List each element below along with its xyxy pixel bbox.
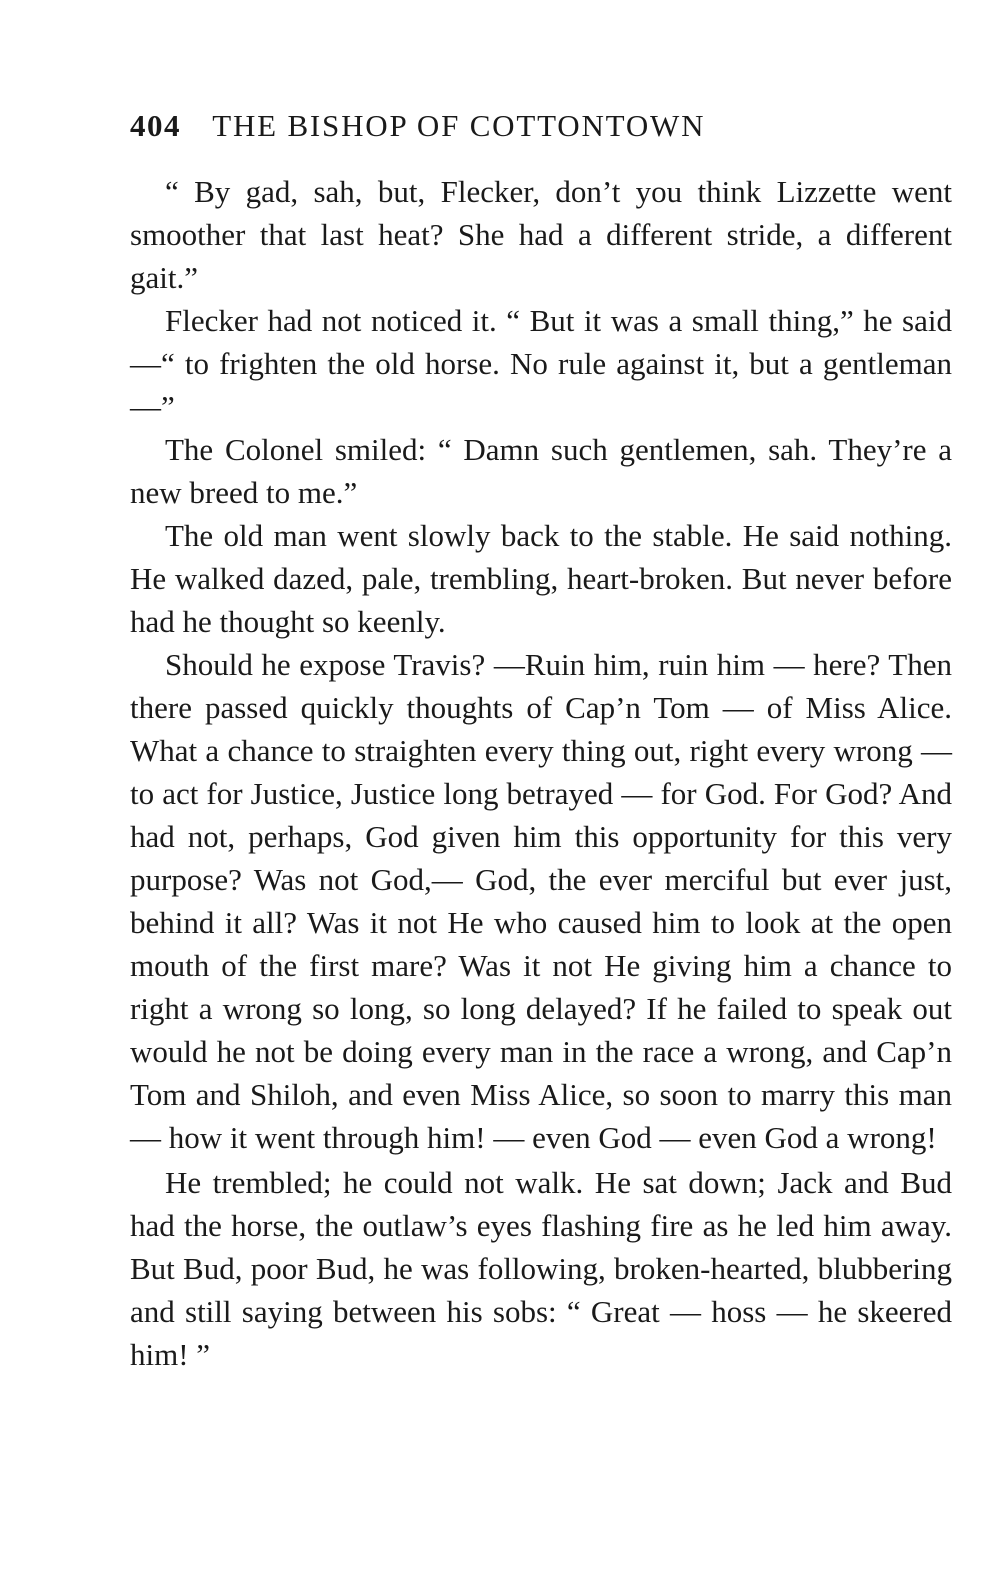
book-title: THE BISHOP OF COTTONTOWN: [212, 108, 706, 143]
paragraph: Flecker had not noticed it. “ But it was a small thing,” he said —“ to frighten the old horse. No rule against it, but a gentleman —”: [130, 303, 952, 424]
paragraph: The old man went slowly back to the stable. He said nothing. He walked dazed, pale, trembling, heart-broken. But never before had he thought so keenly.: [130, 518, 952, 639]
paragraph: The Colonel smiled: “ Damn such gentlemen, sah. They’re a new breed to me.”: [130, 432, 952, 510]
paragraph: Should he expose Travis? —Ruin him, ruin him — here? Then there passed quickly thoughts of Cap’n Tom — of Miss Alice. What a chance to straighten every thing out, right every wrong — to act for Justice, Justice long betrayed — for God. For God? And had not, perhaps, God given him this opportunity for this very purpose? Was not God,— God, the ever merciful but ever just, behind it all? Was it not He who caused him to look at the open mouth of the first mare? Was it not He giving him a chance to right a wrong so long, so long delayed? If he failed to speak out would he not be doing every man in the race a wrong, and Cap’n Tom and Shiloh, and even Miss Alice, so soon to marry this man — how it went through him! — even God — even God a wrong!: [130, 647, 952, 1155]
paragraph: He trembled; he could not walk. He sat down; Jack and Bud had the horse, the outlaw’s eyes flashing fire as he led him away. But Bud, poor Bud, he was following, broken-hearted, blubbering and still saying between his sobs: “ Great — hoss — he skeered him! ”: [130, 1165, 952, 1372]
body-text: [130, 170, 952, 1376]
running-head: [130, 108, 830, 148]
paragraph: “ By gad, sah, but, Flecker, don’t you think Lizzette went smoother that last heat? She had a different stride, a different gait.”: [130, 174, 952, 295]
page-number: 404: [130, 108, 181, 143]
